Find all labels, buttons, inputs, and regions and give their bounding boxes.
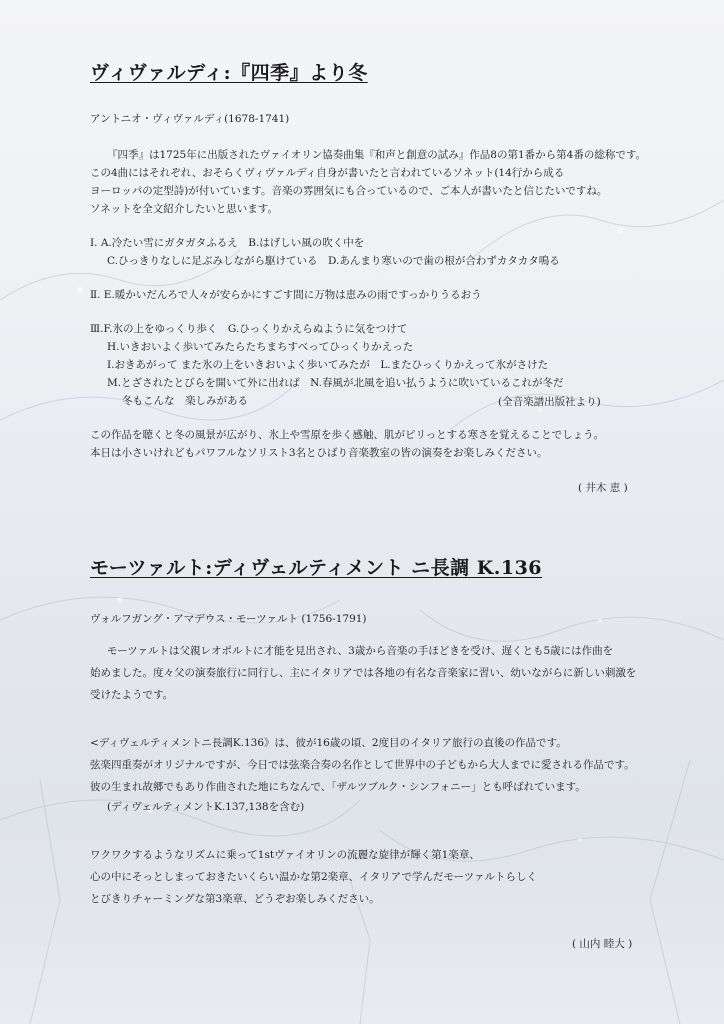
mozart-title: モーツァルト:ディヴェルティメント ニ長調 K.136 [90, 557, 543, 579]
vivaldi-intro-line: ソネットを全文紹介したいと思います。 [90, 203, 278, 215]
mozart-para2-line: (ディヴェルティメントK.137,138を含む) [107, 801, 305, 813]
mozart-para2-line: 彼の生まれ故郷でもあり作曲された地にちなんで、「ザルツブルク・シンフォニー」とも呼ばれています。 [90, 781, 586, 793]
vivaldi-outro-line: 本日は小さいけれどもパワフルなソリスト3名とひばり音楽教室の皆の演奏をお楽しみください。 [90, 447, 548, 459]
mozart-para1-line: 受けたようです。 [90, 689, 174, 701]
mozart-signature: ( 山内 睦大 ) [572, 938, 633, 950]
sonnet-line: M.とざされたとびらを開いて外に出れば N.春風が北風を追い払うように吹いているこれが冬だ [107, 377, 564, 389]
vivaldi-intro-line: 『四季』は1725年に出版されたヴァイオリン協奏曲集『和声と創意の試み』作品8の第1番から第4番の総称です。 [107, 149, 647, 161]
sonnet-line: I.おきあがって また氷の上をいきおいよく歩いてみたが L.またひっくりかえって氷がさけた [107, 359, 549, 371]
vivaldi-title: ヴィヴァルディ:『四季』より冬 [90, 62, 368, 84]
sonnet-line: Ⅱ. E.暖かいだんろで人々が安らかにすごす間に万物は恵みの雨ですっかりうるおう [90, 289, 482, 301]
sonnet-line: Ⅰ. A.冷たい雪にガタガタふるえ B.はげしい風の吹く中を [90, 237, 365, 249]
mozart-composer: ヴォルフガング・アマデウス・モーツァルト (1756-1791) [90, 613, 367, 625]
mozart-para2-line: 弦楽四重奏がオリジナルですが、今日では弦楽合奏の名作として世界中の子どもから大人までに愛される作品です。 [90, 759, 635, 771]
vivaldi-composer: アントニオ・ヴィヴァルディ(1678-1741) [90, 113, 290, 125]
mozart-para3-line: とびきりチャーミングな第3楽章、どうぞお楽しみください。 [90, 893, 380, 905]
sonnet-line: Ⅲ.F.氷の上をゆっくり歩く G.ひっくりかえらぬように気をつけて [90, 323, 408, 335]
vivaldi-intro-line: ヨーロッパの定型詩)が付いています。音楽の雰囲気にも合っているので、ご本人が書いたと信じたいですね。 [90, 185, 608, 197]
mozart-para1-line: モーツァルトは父親レオポルトに才能を見出され、3歳から音楽の手ほどきを受け、遅くとも5歳には作曲を [107, 645, 614, 657]
sonnet-source: (全音楽譜出版社より) [498, 396, 601, 408]
mozart-para1-line: 始めました。度々父の演奏旅行に同行し、主にイタリアでは各地の有名な音楽家に習い、幼いながらに新しい刺激を [90, 667, 637, 679]
mozart-para2-line: <ディヴェルティメントニ長調K.136》は、彼が16歳の頃、2度目のイタリア旅行の直後の作品です。 [90, 737, 567, 749]
mozart-para3-line: 心の中にそっとしまっておきたいくらい温かな第2楽章、イタリアで学んだモーツァルトらしく [90, 871, 538, 883]
sonnet-line: C.ひっきりなしに足ぶみしながら駆けている D.あんまり寒いので歯の根が合わずカタカタ鳴る [107, 255, 560, 267]
vivaldi-outro-line: この作品を聴くと冬の風景が広がり、氷上や雪原を歩く感触、肌がピリっとする寒さを覚えることでしょう。 [90, 429, 605, 441]
mozart-para3-line: ワクワクするようなリズムに乗って1stヴァイオリンの流麗な旋律が輝く第1楽章、 [90, 849, 480, 861]
sonnet-line: H.いきおいよく歩いてみたらたちまちすべってひっくりかえった [107, 341, 414, 353]
sonnet-line: 冬もこんな 楽しみがある [122, 395, 248, 407]
vivaldi-signature: ( 井木 恵 ) [578, 482, 628, 494]
vivaldi-intro-line: この4曲にはそれぞれ、おそらくヴィヴァルディ自身が書いたと言われているソネット(14行から成る [90, 167, 565, 179]
